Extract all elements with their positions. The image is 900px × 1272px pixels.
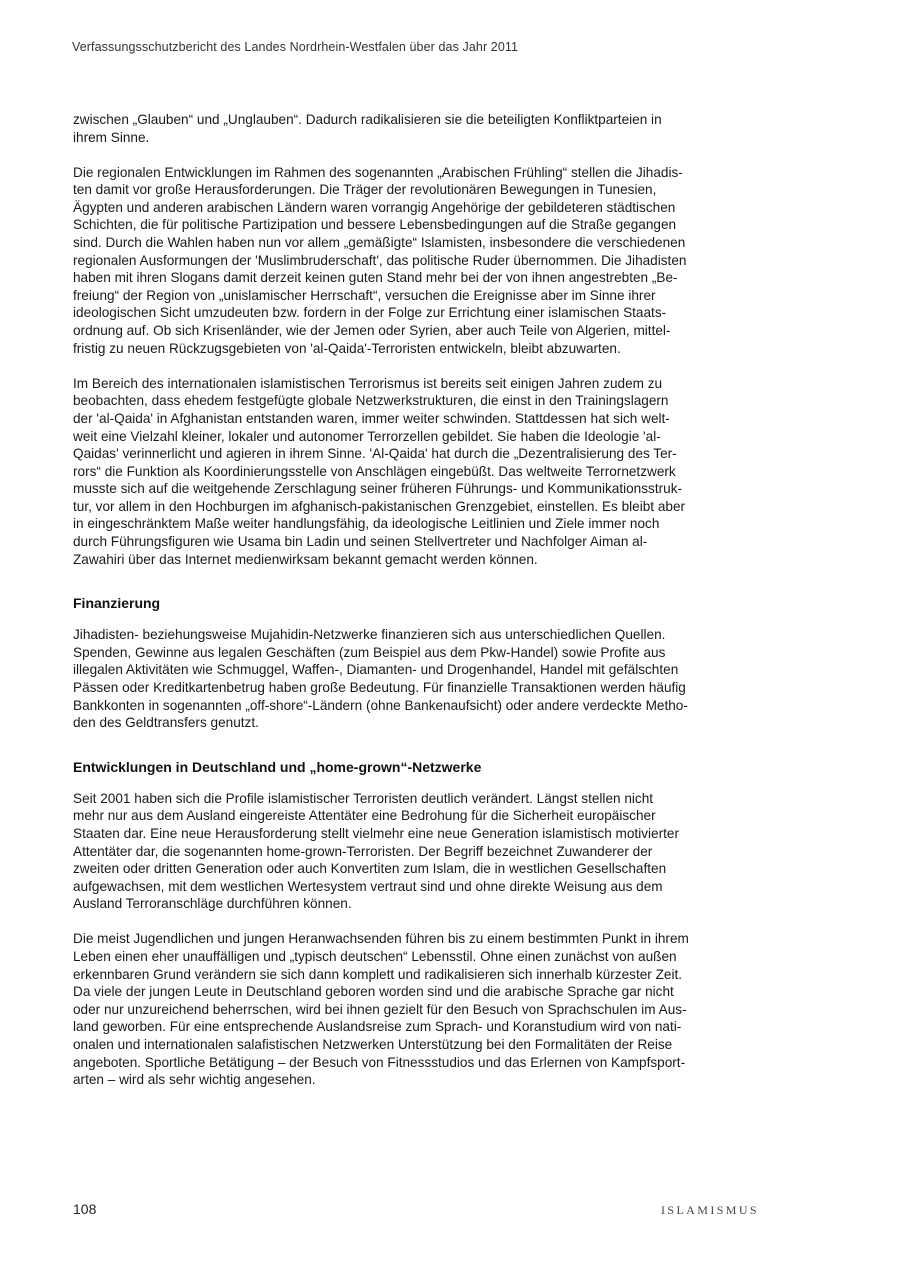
paragraph-homegrown-profiles — [73, 790, 763, 913]
text-line: land geworben. Für eine entsprechende Auslandsreise zum Sprach- und Koranstudium wird von nati- — [73, 1019, 682, 1035]
text-line: Die regionalen Entwicklungen im Rahmen des sogenannten „Arabischen Frühling“ stellen die Jihadis- — [73, 164, 683, 180]
text-line: oder nur unzureichend beherrschen, wird bei ihnen gezielt für den Besuch von Sprachschulen im Aus- — [73, 1001, 687, 1017]
text-line: weit eine Vielzahl kleiner, lokaler und autonomer Terrorzellen gebildet. Sie haben die Ideologie 'al- — [73, 428, 661, 444]
text-line: Staaten dar. Eine neue Herausforderung stellt vielmehr eine neue Generation islamistisch motivierter — [73, 826, 679, 841]
heading-finanzierung: Finanzierung — [73, 595, 161, 612]
text-line: Im Bereich des internationalen islamistischen Terrorismus ist bereits seit einigen Jahren zudem zu — [73, 375, 663, 391]
text-line: der 'al-Qaida' in Afghanistan entstanden waren, immer weiter schwinden. Stattdessen hat sich welt- — [73, 410, 670, 426]
section-name: ISLAMISMUS — [660, 1203, 759, 1217]
text-line: Da viele der jungen Leute in Deutschland geboren worden sind und die arabische Sprache gar nicht — [73, 984, 674, 1000]
text-line: mehr nur aus dem Ausland eingereiste Attentäter eine Bedrohung für die Sicherheit europäischer — [73, 808, 656, 824]
text-line: Die meist Jugendlichen und jungen Heranwachsenden führen bis zu einem bestimmten Punkt in ihrem — [73, 931, 689, 947]
running-header: Verfassungsschutzbericht des Landes Nordrhein-Westfalen über das Jahr 2011 — [72, 40, 519, 54]
text-line: ideologischen Sicht umzudeuten bzw. fordern in der Folge zur Errichtung einer islamischen Staats- — [73, 305, 667, 321]
paragraph-financing — [73, 626, 763, 732]
text-line: Seit 2001 haben sich die Profile islamistischer Terroristen deutlich verändert. Längst stellen nicht — [73, 790, 654, 806]
text-line: onalen und internationalen salafistischen Netzwerken Unterstützung bei den Formalitäten der Reise — [73, 1037, 673, 1053]
text-line: fristig zu neuen Rückzugsgebieten von 'al-Qaida'-Terroristen entwickeln, bleibt abzuwarten. — [73, 340, 621, 356]
text-line: erkennbaren Grund verändern sie sich dann komplett und radikalisieren sich innerhalb kürzester Zeit. — [73, 966, 683, 982]
text-line: rors“ die Funktion als Koordinierungsstelle von Anschlägen eingebüßt. Das weltweite Terrornetzwerk — [73, 463, 676, 479]
text-line: Attentäter dar, die sogenannten home-grown-Terroristen. Der Begriff bezeichnet Zuwanderer der — [73, 843, 653, 859]
text-line: Pässen oder Kreditkartenbetrug haben große Bedeutung. Für finanzielle Transaktionen werden häufig — [73, 680, 686, 696]
text-line: aufgewachsen, mit dem westlichen Wertesystem vertraut sind und ohne direkte Weisung aus dem — [73, 878, 663, 894]
text-line: in eingeschränktem Maße weiter handlungsfähig, da ideologische Leitlinien und Ziele immer noch — [73, 516, 660, 532]
text-line: durch Führungsfiguren wie Usama bin Ladin und seinen Stellvertreter und Nachfolger Aiman al- — [73, 534, 648, 550]
text-line: haben mit ihren Slogans damit derzeit keinen guten Stand mehr bei der von ihnen angestrebten „Be- — [73, 270, 678, 286]
text-line: angeboten. Sportliche Betätigung – der Besuch von Fitnessstudios und das Erlernen von Kampfsport- — [73, 1054, 686, 1070]
text-line: Leben einen eher unauffälligen und „typisch deutschen“ Lebensstil. Ohne einen zunächst von außen — [73, 949, 677, 965]
text-line: Bankkonten in sogenannten „off-shore“-Ländern (ohne Bankenaufsicht) oder andere verdeckte Metho- — [73, 697, 688, 713]
text-line: Zawahiri über das Internet medienwirksam bekannt gemacht werden können. — [73, 551, 538, 567]
text-line: Spenden, Gewinne aus legalen Geschäften (zum Beispiel aus dem Pkw-Handel) sowie Profite aus — [73, 644, 666, 660]
text-line: zweiten oder dritten Generation oder auch Konvertiten zum Islam, die in westlichen Gesellschaften — [73, 861, 667, 877]
text-line: Qaidas' verinnerlicht und agieren in ihrem Sinne. 'Al-Qaida' hat durch die „Dezentralisierung des Ter- — [73, 446, 677, 462]
paragraph-decentralization — [73, 375, 763, 569]
paragraph-continuation — [73, 111, 763, 146]
paragraph-radicalization — [73, 930, 763, 1088]
text-line: freiung“ der Region von „unislamischer Herrschaft“, versuchen die Ereignisse aber im Sinne ihrer — [73, 287, 656, 303]
text-line: ordnung auf. Ob sich Krisenländer, wie der Jemen oder Syrien, aber auch Teile von Algerien, mittel- — [73, 323, 671, 339]
text-line: zwischen „Glauben“ und „Unglauben“. Dadurch radikalisieren sie die beteiligten Konfliktparteien in — [73, 112, 662, 127]
text-line: ten damit vor große Herausforderungen. Die Träger der revolutionären Bewegungen in Tunesien, — [73, 182, 657, 198]
text-line: Jihadisten- beziehungsweise Mujahidin-Netzwerke finanzieren sich aus unterschiedlichen Quellen. — [73, 627, 666, 643]
text-line: tur, vor allem in den Hochburgen im afghanisch-pakistanischen Grenzgebiet, einstellen. Es bleibt aber — [73, 498, 686, 514]
text-line: illegalen Aktivitäten wie Schmuggel, Waffen-, Diamanten- und Drogenhandel, Handel mit gefälschten — [73, 662, 679, 678]
text-line: den des Geldtransfers genutzt. — [73, 715, 259, 731]
text-line: sind. Durch die Wahlen haben nun vor allem „gemäßigte“ Islamisten, insbesondere die verschiedenen — [73, 235, 686, 251]
text-line: musste sich auf die weitgehende Zerschlagung seiner früheren Führungs- und Kommunikationsstruk- — [73, 481, 683, 497]
text-line: ihrem Sinne. — [73, 129, 150, 145]
text-line: Schichten, die für politische Partizipation und bessere Lebensbedingungen auf die Straße gegangen — [73, 217, 677, 233]
paragraph-arab-spring — [73, 164, 763, 358]
text-line: Ägypten und anderen arabischen Ländern waren vorrangig Angehörige der gebildeteren städtischen — [73, 199, 676, 215]
text-line: Ausland Terroranschläge durchführen können. — [73, 896, 352, 912]
heading-entwicklungen: Entwicklungen in Deutschland und „home-grown“-Netzwerke — [73, 758, 482, 775]
page-number: 108 — [73, 1201, 97, 1217]
text-line: regionalen Ausformungen der 'Muslimbruderschaft', das politische Ruder übernommen. Die Jihadisten — [73, 252, 687, 268]
text-line: arten – wird als sehr wichtig angesehen. — [73, 1072, 316, 1088]
body-content — [73, 111, 763, 1089]
text-line: beobachten, dass ehedem festgefügte globale Netzwerkstrukturen, die einst in den Trainingslagern — [73, 393, 669, 409]
